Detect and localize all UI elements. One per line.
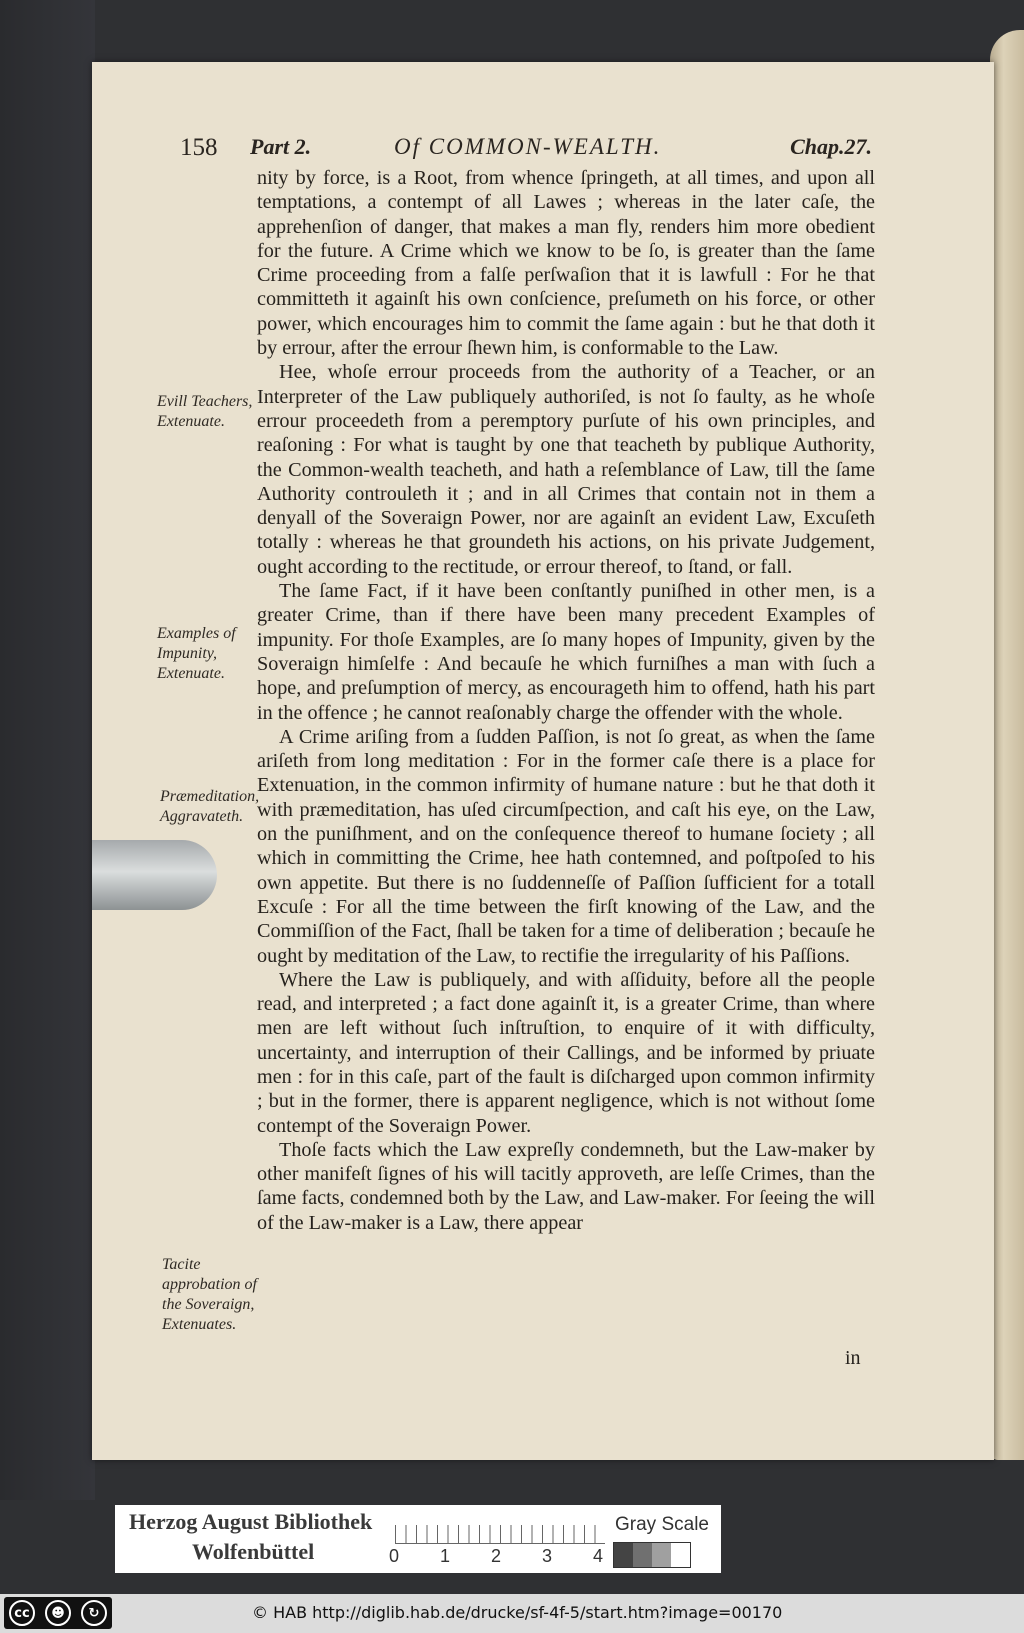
page-number: 158 <box>180 134 218 161</box>
credit-bar <box>0 1594 1024 1633</box>
gray-swatch-cell <box>671 1543 690 1567</box>
gray-scale-label: Gray Scale <box>615 1514 709 1535</box>
gray-swatch-cell <box>614 1543 633 1567</box>
scale-ruler <box>395 1513 605 1544</box>
sa-icon: ↻ <box>81 1600 107 1626</box>
scale-label: 2 <box>491 1546 502 1566</box>
margin-note: Evill Teachers, Extenuate. <box>157 393 253 430</box>
margin-note: Tacite approbation of the Soveraign, Extenuates. <box>162 1256 257 1333</box>
gray-swatch-cell <box>652 1543 671 1567</box>
paragraph: The ſame Fact, if it have been conſtantly puniſhed in other men, is a greater Crime, than if there have been many precedent Examples of impunity. For thoſe Examples, are ſo many hopes of Impunity, given by the Soveraign himſelfe : And becauſe he which furniſhes a man with ſuch a hope, and preſumption of mercy, as encourageth him to offend, hath his part in the offence ; he cannot reaſonably charge the offender with the whole. <box>257 580 875 724</box>
running-title: Of COMMON-WEALTH. <box>394 134 662 159</box>
cc-icon: cc <box>9 1600 35 1626</box>
library-name: Herzog August Bibliothek <box>129 1509 373 1534</box>
paragraph: nity by force, is a Root, from whence ſpringeth, at all times, and upon all temptations, a contempt of all Lawes ; whereas in the later caſe, the apprehenſion of danger, that makes a man fly, renders him more obedient for the future. A Crime which we know to be ſo, is greater than the ſame Crime proceeding from a falſe perſwaſion that it is lawfull : For he that committeth it againſt his own conſcience, preſumeth on his force, or other power, which encourages him to commit the ſame again : but he that doth it by errour, after the errour ſhewn him, is conformable to the Law. <box>257 167 875 360</box>
gray-swatch-cell <box>633 1543 652 1567</box>
library-city: Wolfenbüttel <box>192 1539 315 1564</box>
page-clamp <box>92 840 217 910</box>
margin-note: Præmeditation, Aggravateth. <box>160 788 260 825</box>
margin-note: Examples of Impunity, Extenuate. <box>157 625 236 682</box>
credit-link[interactable]: © HAB http://diglib.hab.de/drucke/sf-4f-5/start.htm?image=00170 <box>252 1603 783 1622</box>
scanner-backdrop <box>0 0 95 1500</box>
scale-label: 0 <box>389 1546 400 1566</box>
license-badge[interactable] <box>4 1597 112 1629</box>
chapter-label: Chap.27. <box>790 134 872 159</box>
paragraph: Hee, whoſe errour proceeds from the authority of a Teacher, or an Interpreter of the Law publiquely authoriſed, is not ſo faulty, as he whoſe errour proceedeth from a peremptory purſute of his own principles, and reaſoning : For what is taught by one that teacheth by publique Authority, the Common-wealth teacheth, and hath a reſemblance of Law, till the ſame Authority controuleth it ; and in all Crimes that contain not in them a denyall of the Soveraign Power, nor are againſt an evident Law, Excuſeth totally : whereas he that groundeth his actions, on his private Judgement, ought according to the rectitude, or errour thereof, to ſtand, or fall. <box>257 361 875 578</box>
paragraph: A Crime ariſing from a ſudden Paſſion, is not ſo great, as when the ſame ariſeth from long meditation : For in the former caſe there is a place for Extenuation, in the common infirmity of humane nature : but he that doth it with præmeditation, has uſed circumſpection, and caſt his eye, on the Law, on the puniſhment, and on the conſequence thereof to humane ſociety ; all which in committing the Crime, hee hath contemned, and poſtpoſed to his own appetite. But there is no ſuddenneſſe of Paſſion ſufficient for a totall Excuſe : For all the time between the firſt knowing of the Law, and the Commiſſion of the Fact, ſhall be taken for a time of deliberation ; becauſe he ought by meditation of the Law, to rectifie the irregularity of his Paſſions. <box>257 725 875 967</box>
paragraph: Where the Law is publiquely, and with aſſiduity, before all the people read, and interpreted ; a fact done againſt it, is a greater Crime, than where men are left without ſuch inſtruſtion, to enquire of it with difficulty, uncertainty, and interruption of their Callings, and be informed by priuate men : for in this caſe, part of the fault is diſcharged upon common infirmity ; but in the former, there is apparent negligence, which is not without ſome contempt of the Soveraign Power. <box>257 968 875 1137</box>
running-head <box>180 134 872 168</box>
catchword: in <box>845 1347 861 1369</box>
scale-label: 4 <box>593 1546 604 1566</box>
scale-label: 3 <box>542 1546 553 1566</box>
scale-label: 1 <box>440 1546 451 1566</box>
gray-scale-swatch <box>613 1542 691 1568</box>
library-color-target <box>115 1505 721 1573</box>
by-icon: ☻ <box>45 1600 71 1626</box>
paragraph: Thoſe facts which the Law expreſly condemneth, but the Law-maker by other manifeſt ſignes of his will tacitly approveth, are leſſe Crimes, than the ſame facts, condemned both by the Law, and Law-maker. For ſeeing the will of the Law-maker is a Law, there appear <box>257 1138 875 1234</box>
main-text <box>257 166 875 1235</box>
part-label: Part 2. <box>250 134 312 159</box>
facing-page-edge <box>990 30 1024 1460</box>
